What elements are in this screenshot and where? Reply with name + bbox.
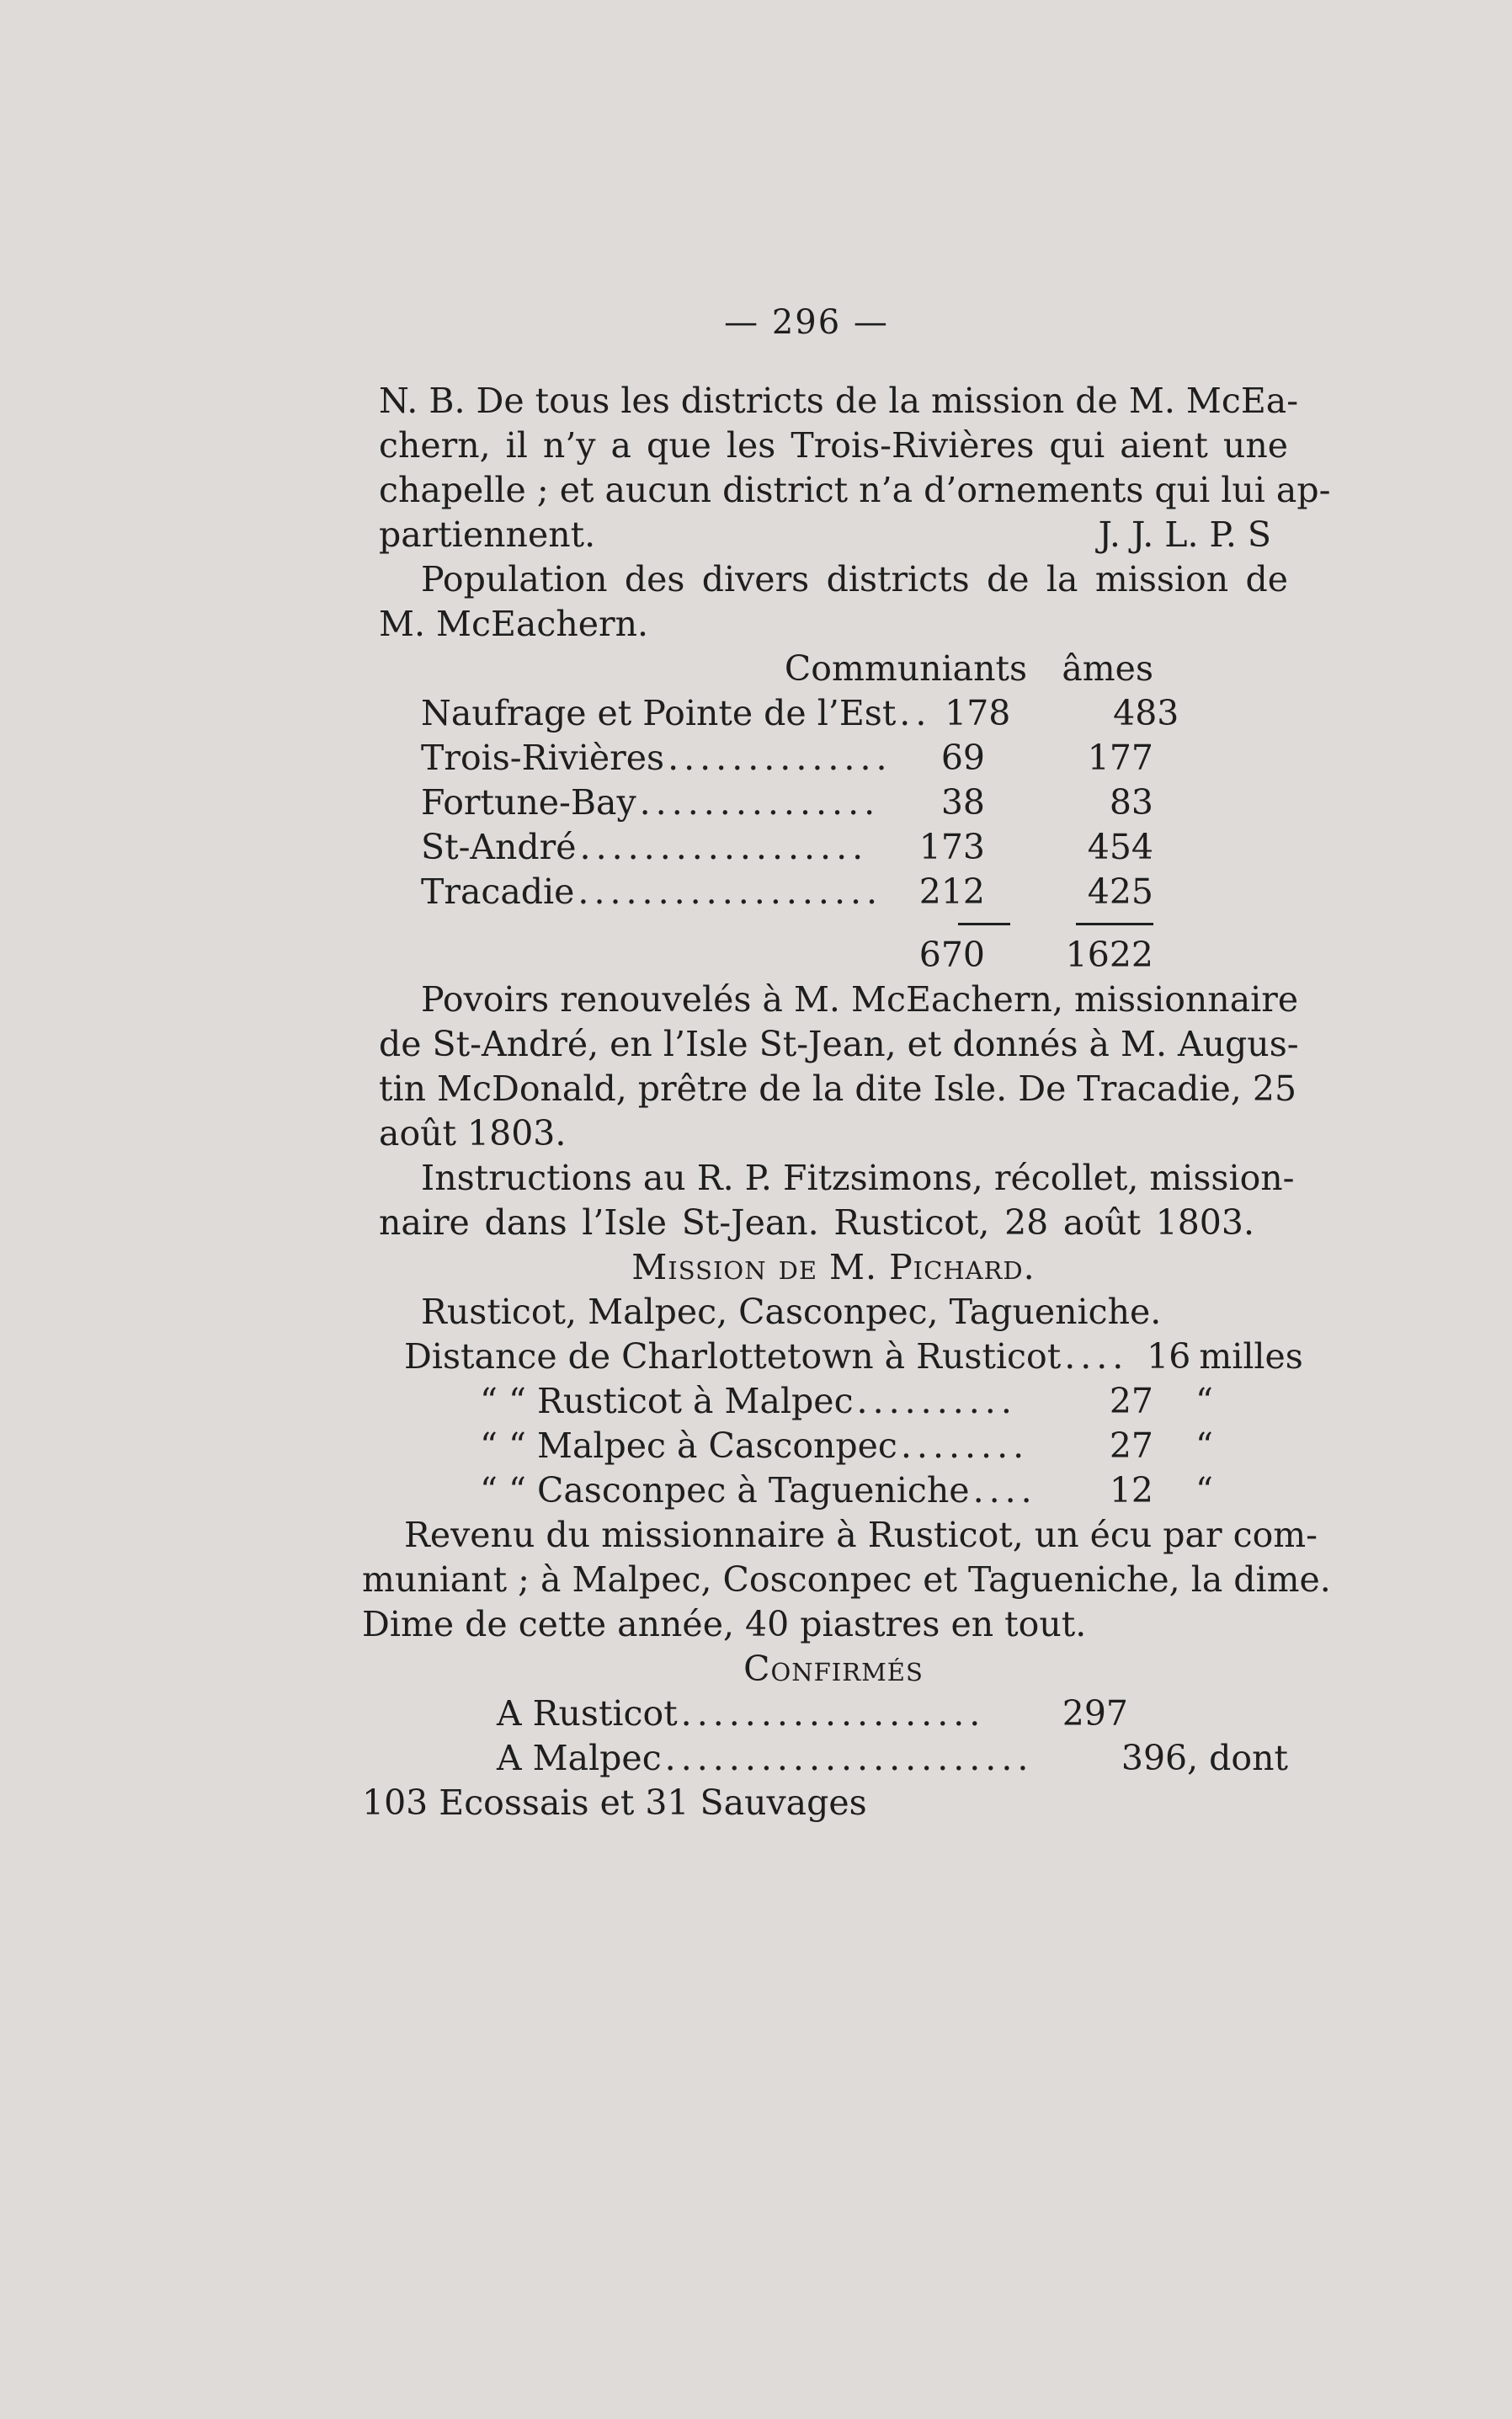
nb-paragraph <box>379 379 1331 557</box>
distance-value: 27 <box>1109 1381 1153 1421</box>
confirmes-place: A Rusticot <box>497 1693 678 1734</box>
leader-dots: ................... <box>578 871 883 912</box>
distance-unit: “ <box>1195 1381 1213 1421</box>
leader-dots: .... <box>1064 1336 1129 1377</box>
distance-table <box>404 1335 1303 1513</box>
leader-dots: .... <box>972 1470 1037 1511</box>
confirmes-last-line: 103 Ecossais et 31 Sauvages <box>362 1782 867 1823</box>
place-name: Naufrage et Pointe de l’Est <box>421 693 897 733</box>
distance-row <box>404 1379 1280 1424</box>
leader-dots: ............... <box>639 782 881 823</box>
pouvoirs-line: tin McDonald, prêtre de la dite Isle. De Tracadie, 25 <box>379 1068 1297 1109</box>
leader-dots: .................. <box>579 827 869 867</box>
confirmes-heading: Confirmés <box>743 1649 924 1689</box>
population-line: M. McEachern. <box>379 604 649 644</box>
population-table <box>421 691 1179 914</box>
leader-dots: ....................... <box>664 1738 1034 1778</box>
place-name: Trois-Rivières <box>421 738 665 778</box>
population-line: Population des divers districts de la mission de <box>421 559 1288 599</box>
population-paragraph <box>379 557 1288 647</box>
revenu-line: Dime de cette année, 40 piastres en tout. <box>362 1604 1087 1644</box>
places-line: Rusticot, Malpec, Casconpec, Tagueniche. <box>421 1292 1162 1332</box>
col-header-communiants: Communiants <box>784 648 1027 689</box>
total-rule-communiants <box>958 923 1010 925</box>
distance-label: “ “ Rusticot à Malpec <box>480 1381 854 1421</box>
communiants-value: 173 <box>918 827 985 867</box>
communiants-value: 212 <box>918 871 985 912</box>
nb-line: chern, il n’y a que les Trois-Rivières qui aient une <box>379 425 1288 466</box>
totals-row <box>421 933 1153 978</box>
leader-dots: ........ <box>900 1425 1030 1466</box>
table-row <box>421 691 1179 736</box>
nb-line: N. B. De tous les districts de la mission de M. McEa- <box>379 381 1299 421</box>
signature: J. J. L. P. S <box>1098 514 1271 555</box>
confirmes-value: 297 <box>1062 1693 1128 1734</box>
distance-unit: “ <box>1195 1470 1213 1511</box>
pouvoirs-line: de St-André, en l’Isle St-Jean, et donnés à M. Augus- <box>379 1024 1299 1064</box>
leader-dots: ................... <box>680 1693 986 1734</box>
pouvoirs-line: août 1803. <box>379 1113 567 1154</box>
total-communiants: 670 <box>918 935 985 975</box>
ames-value: 177 <box>1087 738 1153 778</box>
ames-value: 454 <box>1087 827 1153 867</box>
instructions-paragraph <box>379 1156 1295 1245</box>
revenu-line: muniant ; à Malpec, Cosconpec et Tagueniche, la dime. <box>362 1559 1331 1600</box>
distance-label: “ “ Malpec à Casconpec <box>480 1425 897 1466</box>
instructions-line: naire dans l’Isle St-Jean. Rusticot, 28 août 1803. <box>379 1202 1254 1243</box>
table-row <box>421 825 1153 870</box>
confirmes-value: 396, dont <box>1121 1738 1288 1778</box>
confirmes-list <box>497 1692 1288 1781</box>
ames-value: 483 <box>1113 693 1179 733</box>
place-name: Fortune-Bay <box>421 782 636 823</box>
leader-dots: .............. <box>668 738 892 778</box>
table-row <box>421 736 1153 781</box>
ames-value: 425 <box>1087 871 1153 912</box>
distance-row <box>404 1424 1280 1468</box>
mission-heading: Mission de M. Pichard. <box>631 1247 1036 1287</box>
revenu-line: Revenu du missionnaire à Rusticot, un écu par com- <box>404 1515 1318 1555</box>
nb-line-end: partiennent. <box>379 514 596 555</box>
distance-label: Distance de Charlottetown à Rusticot <box>404 1336 1062 1377</box>
table-row <box>421 781 1153 825</box>
population-table-header <box>421 647 1153 691</box>
col-header-ames: âmes <box>1062 648 1153 689</box>
distance-unit: “ <box>1195 1425 1213 1466</box>
pouvoirs-line: Povoirs renouvelés à M. McEachern, missionnaire <box>421 979 1299 1020</box>
leader-dots: .......... <box>856 1381 1017 1421</box>
distance-value: 12 <box>1109 1470 1153 1511</box>
total-ames: 1622 <box>1065 935 1153 975</box>
confirmes-row <box>497 1692 1128 1736</box>
total-rule-ames <box>1076 923 1153 925</box>
nb-line <box>379 513 1288 557</box>
page-number: — 296 — <box>724 303 889 342</box>
communiants-value: 69 <box>940 738 985 778</box>
distance-row <box>404 1335 1303 1379</box>
total-rules <box>421 914 1153 933</box>
page-text <box>362 379 1331 1825</box>
communiants-value: 38 <box>940 782 985 823</box>
distance-label: “ “ Casconpec à Tagueniche <box>480 1470 970 1511</box>
communiants-value: 178 <box>945 693 1011 733</box>
distance-unit: milles <box>1199 1336 1303 1377</box>
leader-dots: .. <box>899 693 932 733</box>
distance-value: 16 <box>1147 1336 1191 1377</box>
ames-value: 83 <box>1109 782 1153 823</box>
place-name: Tracadie <box>421 871 575 912</box>
table-row <box>421 870 1153 914</box>
revenu-paragraph <box>362 1513 1331 1647</box>
instructions-line: Instructions au R. P. Fitzsimons, récollet, mission- <box>421 1158 1295 1198</box>
confirmes-row <box>497 1736 1288 1781</box>
distance-row <box>404 1468 1280 1513</box>
place-name: St-André <box>421 827 577 867</box>
pouvoirs-paragraph <box>379 978 1299 1156</box>
distance-value: 27 <box>1109 1425 1153 1466</box>
nb-line: chapelle ; et aucun district n’a d’ornements qui lui ap- <box>379 470 1331 510</box>
confirmes-place: A Malpec <box>497 1738 662 1778</box>
